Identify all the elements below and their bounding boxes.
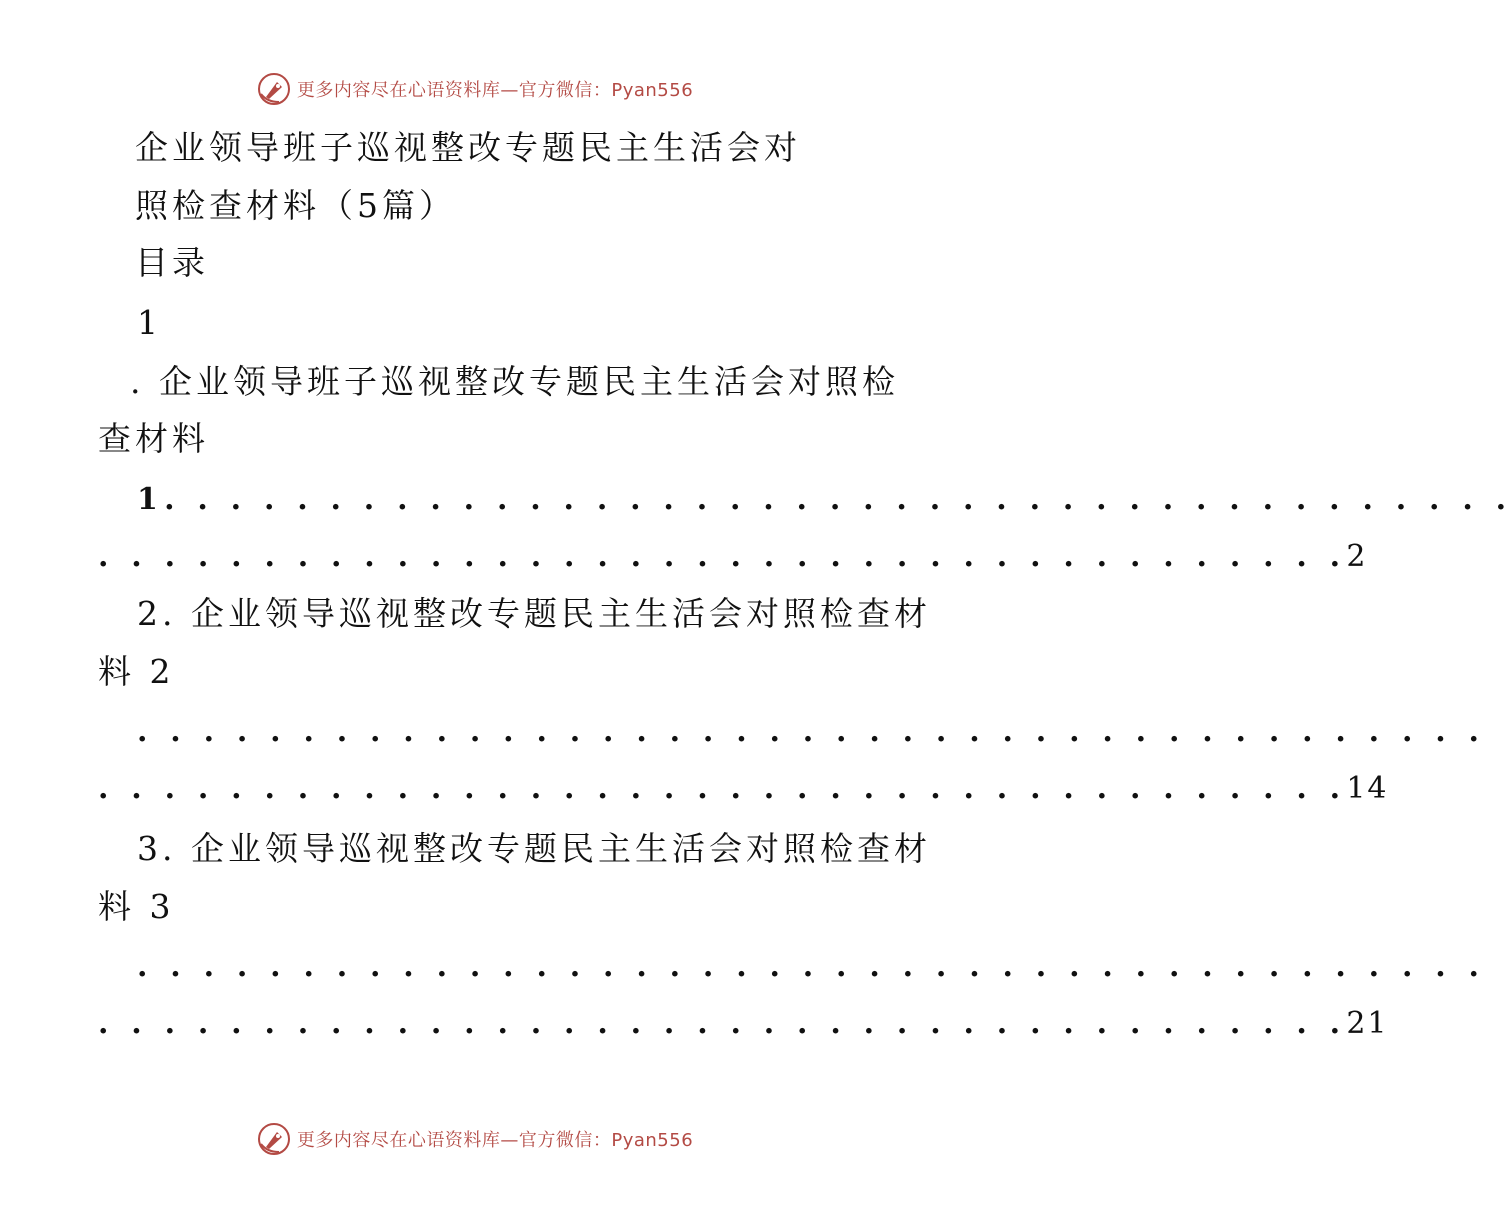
- toc-entry-2-leader-line-2: [98, 769, 1389, 809]
- toc-entry-1-leader-line-2: [98, 537, 1367, 577]
- pen-nib-logo-icon: [257, 1122, 291, 1156]
- toc-entry-3-leader-dots: . . . . . . . . . . . . . . . . . . . . . . . . . . . . . . . . . . . . . .: [98, 1006, 1347, 1041]
- toc-entry-2-title-line-2[interactable]: 料 2: [98, 652, 175, 691]
- toc-entry-1-title-line-1[interactable]: . 企业领导班子巡视整改专题民主生活会对照检: [130, 362, 899, 401]
- toc-entry-1-leader-line-1: 1. . . . . . . . . . . . . . . . . . . . . . . . . . . . . . . . . . . . . . . . .: [137, 482, 1512, 517]
- toc-entry-3-page-number: 21: [1346, 1006, 1389, 1041]
- toc-entry-3-leader-line-2: [98, 1004, 1389, 1044]
- toc-entry-1-title-line-2[interactable]: 查材料: [98, 419, 209, 458]
- toc-entry-3-title-line-2[interactable]: 料 3: [98, 887, 175, 926]
- document-title-line-1: 企业领导班子巡视整改专题民主生活会对: [135, 128, 801, 167]
- toc-entry-2-page-number: 14: [1346, 771, 1389, 806]
- toc-entry-3-title-line-1[interactable]: 3. 企业领导巡视整改专题民主生活会对照检查材: [137, 829, 931, 868]
- footer-watermark: [0, 1122, 950, 1156]
- watermark-text: 更多内容尽在心语资料库—官方微信：Pyan556: [296, 1130, 694, 1151]
- toc-heading: 目录: [135, 243, 209, 282]
- toc-entry-1-number: 1: [137, 303, 162, 342]
- pen-nib-logo-icon: [257, 72, 291, 106]
- watermark-text: 更多内容尽在心语资料库—官方微信：Pyan556: [296, 80, 694, 101]
- toc-entry-1-leader-dots: . . . . . . . . . . . . . . . . . . . . . . . . . . . . . . . . . . . . . .: [98, 539, 1347, 574]
- toc-entry-2-title-line-1[interactable]: 2. 企业领导巡视整改专题民主生活会对照检查材: [137, 594, 931, 633]
- document-title-line-2: 照检查材料（5篇）: [135, 186, 456, 225]
- toc-entry-1-page-number: 2: [1346, 539, 1368, 574]
- toc-entry-3-leader-line-1: . . . . . . . . . . . . . . . . . . . . . . . . . . . . . . . . . . . . . . . . .: [137, 949, 1486, 984]
- toc-entry-2-leader-line-1: . . . . . . . . . . . . . . . . . . . . . . . . . . . . . . . . . . . . . . . . .: [137, 714, 1486, 749]
- header-watermark: [0, 72, 950, 106]
- toc-entry-2-leader-dots: . . . . . . . . . . . . . . . . . . . . . . . . . . . . . . . . . . . . . .: [98, 771, 1347, 806]
